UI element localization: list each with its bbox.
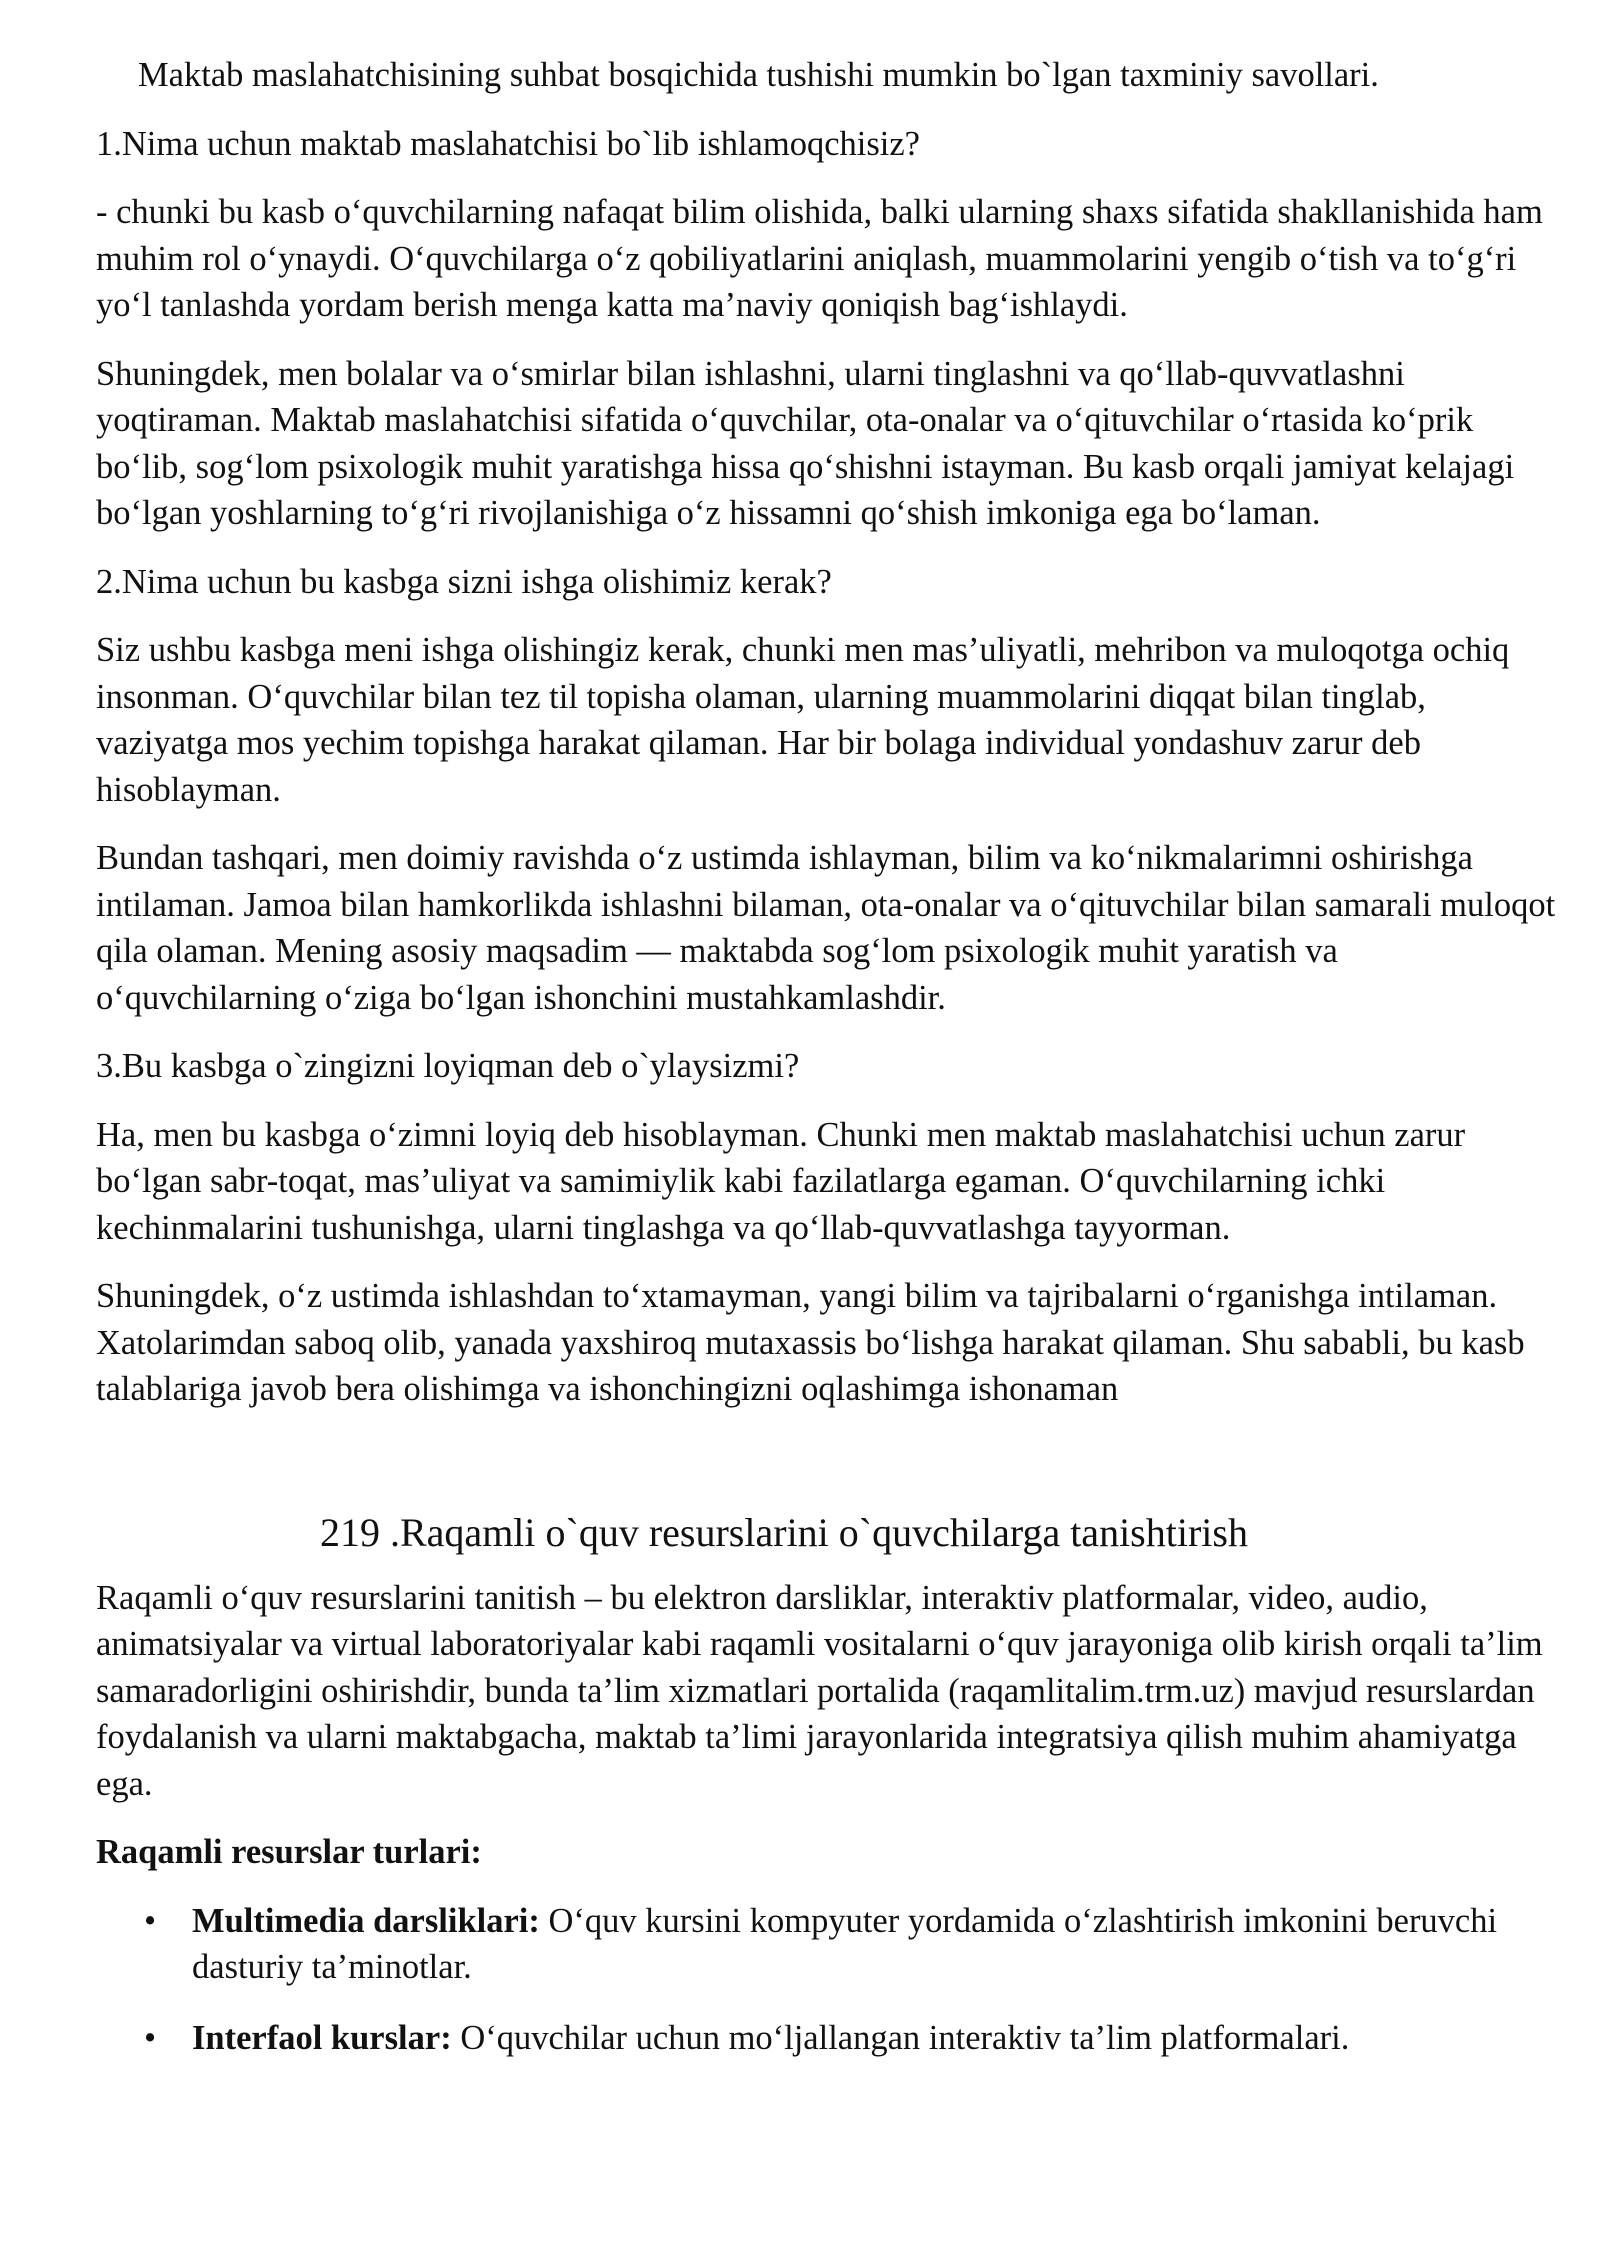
document-page xyxy=(96,52,1556,2085)
resource-types-list xyxy=(96,1898,1556,2062)
answer-1-paragraph-1: - chunki bu kasb o‘quvchilarning nafaqat bilim olishida, balki ularning shaxs sifatida shakllanishida ham muhim rol o‘ynaydi. O‘quvchilarga o‘z qobiliyatlarini aniqlash, muammolarini yengib o‘tish va to‘g‘ri yo‘l tanlashda yordam berish menga katta ma’naviy qoniqish bag‘ishlaydi. xyxy=(96,193,1543,324)
intro-heading: Maktab maslahatchisining suhbat bosqichida tushishi mumkin bo`lgan taxminiy savollari. xyxy=(138,56,1379,94)
list-item-text: O‘quvchilar uchun mo‘ljallangan interaktiv ta’lim platformalari. xyxy=(451,2018,1350,2057)
list-item-term: Interfaol kurslar: xyxy=(192,2018,452,2057)
answer-1-paragraph-2: Shuningdek, men bolalar va o‘smirlar bilan ishlashni, ularni tinglashni va qo‘llab-quvvatlashni yoqtiraman. Maktab maslahatchisi sifatida o‘quvchilar, ota-onalar va o‘qituvchilar o‘rtasida ko‘prik bo‘lib, sog‘lom psixologik muhit yaratishga hissa qo‘shishni istayman. Bu kasb orqali jamiyat kelajagi bo‘lgan yoshlarning to‘g‘ri rivojlanishiga o‘z hissamni qo‘shish imkoniga ega bo‘laman. xyxy=(96,354,1515,532)
answer-3-paragraph-1: Ha, men bu kasbga o‘zimni loyiq deb hisoblayman. Chunki men maktab maslahatchisi uchun zarur bo‘lgan sabr-toqat, mas’uliyat va samimiylik kabi fazilatlarga egaman. O‘quvchilarning ichki kechinmalarini tushunishga, ularni tinglashga va qo‘llab-quvvatlashga tayyorman. xyxy=(96,1115,1466,1247)
section-paragraph: Raqamli o‘quv resurslarini tanitish – bu elektron darsliklar, interaktiv platformalar, video, audio, animatsiyalar va virtual laboratoriyalar kabi raqamli vositalarni o‘quv jarayoniga olib kirish orqali ta’lim samaradorligini oshirishdir, bunda ta’lim xizmatlari portalida (raqamlitalim.trm.uz) mavjud resurslardan foydalanish va ularni maktabgacha, maktab ta’limi jarayonlarida integratsiya qilish muhim ahamiyatga ega. xyxy=(96,1578,1543,1803)
question-2: 2.Nima uchun bu kasbga sizni ishga olishimiz kerak? xyxy=(96,562,832,601)
bullet-icon: • xyxy=(144,1901,157,1940)
list-item-text: O‘quv kursini kompyuter yordamida o‘zlashtirish imkonini beruvchi dasturiy ta’minotlar. xyxy=(192,1901,1498,1986)
answer-2-paragraph-2: Bundan tashqari, men doimiy ravishda o‘z ustimda ishlayman, bilim va ko‘nikmalarimni oshirishga intilaman. Jamoa bilan hamkorlikda ishlashni bilaman, ota-onalar va o‘qituvchilar bilan samarali muloqot qila olaman. Mening asosiy maqsadim — maktabda sog‘lom psixologik muhit yaratish va o‘quvchilarning o‘ziga bo‘lgan ishonchini mustahkamlashdir. xyxy=(96,839,1556,1017)
answer-2-paragraph-1: Siz ushbu kasbga meni ishga olishingiz kerak, chunki men mas’uliyatli, mehribon va muloqotga ochiq insonman. O‘quvchilar bilan tez til topisha olaman, ularning muammolarini diqqat bilan tinglab, vaziyatga mos yechim topishga harakat qilaman. Har bir bolaga individual yondashuv zarur deb hisoblayman. xyxy=(96,631,1510,809)
question-1: 1.Nima uchun maktab maslahatchisi bo`lib ishlamoqchisiz? xyxy=(96,124,920,163)
bullet-icon: • xyxy=(144,2018,157,2057)
section-title: 219 .Raqamli o`quv resurslarini o`quvchilarga tanishtirish xyxy=(320,1509,1248,1555)
answer-3-paragraph-2: Shuningdek, o‘z ustimda ishlashdan to‘xtamayman, yangi bilim va tajribalarni o‘rganishga intilaman. Xatolarimdan saboq olib, yanada yaxshiroq mutaxassis bo‘lishga harakat qilaman. Shu sababli, bu kasb talablariga javob bera olishimga va ishonchingizni oqlashimga ishonaman xyxy=(96,1277,1525,1408)
question-3: 3.Bu kasbga o`zingizni loyiqman deb o`ylaysizmi? xyxy=(96,1047,800,1085)
list-item xyxy=(96,1898,1556,1991)
list-item xyxy=(96,2015,1556,2062)
list-item-term: Multimedia darsliklari: xyxy=(192,1901,540,1940)
list-heading: Raqamli resurslar turlari: xyxy=(96,1833,482,1871)
